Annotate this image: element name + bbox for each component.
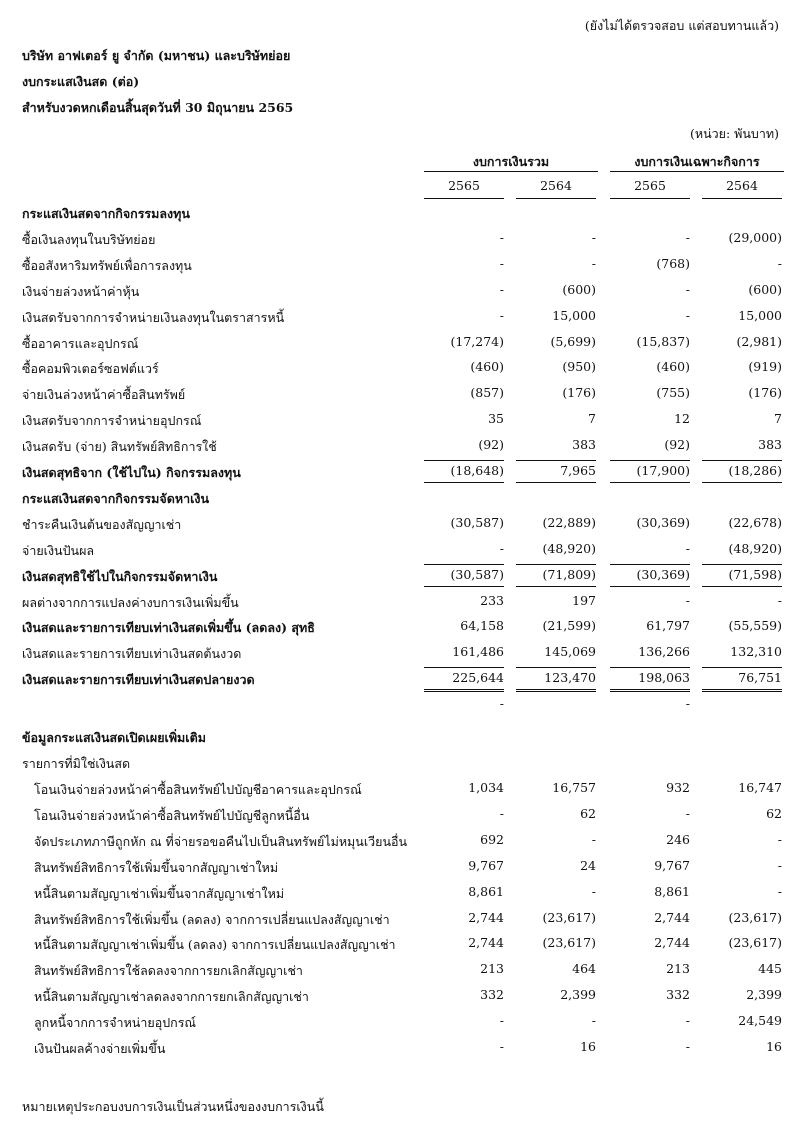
row-label: เงินสดสุทธิจาก (ใช้ไปใน) กิจกรรมลงทุน: [22, 465, 241, 480]
row-label: ลูกหนี้จากการจำหน่ายอุปกรณ์: [34, 1015, 197, 1031]
row-value: 8,861: [654, 883, 690, 899]
subtotal-underline: [610, 586, 690, 587]
row-value: (30,369): [636, 566, 690, 582]
row-value: 24: [580, 857, 596, 873]
row-value: 198,063: [638, 670, 690, 686]
row-label: สินทรัพย์สิทธิการใช้ลดลงจากการยกเลิกสัญญาเช่า: [34, 963, 303, 979]
review-status-note: (ยังไม่ได้ตรวจสอบ แต่สอบทานแล้ว): [584, 18, 779, 33]
row-value: 16,757: [552, 780, 596, 795]
row-value: -: [591, 255, 596, 271]
row-value: (22,889): [542, 514, 596, 530]
row-value: -: [591, 229, 596, 245]
subtotal-rule: [702, 460, 782, 461]
row-value: -: [777, 857, 782, 873]
row-value: -: [499, 696, 504, 712]
row-value: 15,000: [738, 307, 782, 323]
row-value: 62: [580, 805, 596, 821]
row-value: 464: [572, 961, 596, 977]
row-value: -: [499, 1039, 504, 1054]
row-value: 76,751: [738, 670, 782, 686]
row-label: สินทรัพย์สิทธิการใช้เพิ่มขึ้น (ลดลง) จากการเปลี่ยนแปลงสัญญาเช่า: [34, 911, 390, 927]
year-header: 2565: [634, 178, 666, 193]
row-label: จ่ายเงินปันผล: [22, 542, 95, 558]
year-header: 2564: [540, 178, 572, 193]
row-value: 233: [480, 592, 504, 608]
row-value: -: [685, 229, 690, 245]
row-value: 2,744: [468, 935, 504, 951]
row-value: 445: [758, 961, 782, 977]
row-value: 225,644: [452, 670, 504, 686]
row-label: ซื้ออาคารและอุปกรณ์: [22, 335, 139, 351]
row-value: (92): [478, 437, 504, 453]
row-value: (30,587): [450, 514, 504, 530]
row-value: -: [685, 1039, 690, 1054]
row-value: 332: [480, 987, 504, 1003]
row-value: (71,598): [728, 566, 782, 582]
row-value: -: [685, 592, 690, 608]
row-value: 383: [758, 437, 782, 453]
row-value: (30,587): [450, 566, 504, 582]
row-value: (950): [562, 359, 596, 375]
row-value: (857): [470, 385, 504, 401]
subtotal-rule: [702, 667, 782, 668]
row-label: เงินสดและรายการเทียบเท่าเงินสดเพิ่มขึ้น (ลดลง) สุทธิ: [22, 620, 315, 636]
row-label: โอนเงินจ่ายล่วงหน้าค่าซื้อสินทรัพย์ไปบัญชีอาคารและอุปกรณ์: [34, 782, 362, 797]
row-value: 24,549: [738, 1013, 782, 1029]
row-value: -: [499, 229, 504, 245]
row-value: (600): [748, 281, 782, 297]
row-value: 132,310: [730, 644, 782, 660]
row-value: (15,837): [636, 333, 690, 349]
row-value: (176): [562, 385, 596, 401]
year-header: 2565: [448, 178, 480, 193]
row-value: -: [591, 831, 596, 847]
row-value: (23,617): [542, 909, 596, 925]
row-value: (176): [748, 385, 782, 401]
row-value: 7: [774, 411, 782, 427]
row-value: 123,470: [544, 670, 596, 686]
row-value: (30,369): [636, 514, 690, 530]
row-label: ผลต่างจากการแปลงค่างบการเงินเพิ่มขึ้น: [22, 594, 239, 610]
row-value: -: [685, 805, 690, 821]
row-value: 35: [488, 411, 504, 427]
row-value: 383: [572, 437, 596, 453]
row-value: 2,744: [654, 909, 690, 925]
subtotal-underline: [516, 482, 596, 483]
row-value: 145,069: [544, 644, 596, 660]
row-value: -: [499, 307, 504, 323]
separate-header-rule: [610, 171, 784, 172]
row-value: 246: [666, 831, 690, 847]
row-value: -: [499, 1013, 504, 1029]
row-value: 61,797: [646, 618, 690, 634]
row-value: -: [777, 255, 782, 271]
row-value: (2,981): [736, 333, 782, 349]
row-value: -: [591, 1013, 596, 1029]
supplementary-title: ข้อมูลกระแสเงินสดเปิดเผยเพิ่มเติม: [22, 730, 206, 745]
subtotal-underline: [424, 586, 504, 587]
row-label: เงินปันผลค้างจ่ายเพิ่มขึ้น: [34, 1041, 166, 1056]
subtotal-underline: [610, 482, 690, 483]
row-label: ซื้อคอมพิวเตอร์ซอฟต์แวร์: [22, 361, 159, 377]
row-value: 12: [674, 411, 690, 427]
row-value: (48,920): [728, 540, 782, 556]
row-value: (23,617): [728, 909, 782, 925]
consolidated-header: งบการเงินรวม: [472, 154, 550, 169]
statement-title: งบกระแสเงินสด (ต่อ): [22, 74, 140, 89]
row-value: 9,767: [654, 857, 690, 873]
row-value: (18,286): [728, 463, 782, 478]
row-label: จ่ายเงินล่วงหน้าค่าซื้อสินทรัพย์: [22, 387, 186, 403]
row-value: -: [685, 281, 690, 297]
row-value: -: [685, 540, 690, 556]
subtotal-rule: [424, 460, 504, 461]
row-value: -: [777, 831, 782, 847]
row-value: 8,861: [468, 883, 504, 899]
subtotal-rule: [424, 564, 504, 565]
subtotal-rule: [516, 564, 596, 565]
row-label: กระแสเงินสดจากกิจกรรมจัดหาเงิน: [22, 490, 210, 506]
year-header-rule: [424, 198, 504, 199]
row-value: -: [499, 805, 504, 821]
year-header-rule: [516, 198, 596, 199]
row-value: -: [499, 540, 504, 556]
row-value: (17,274): [450, 333, 504, 349]
row-label: ซื้อเงินลงทุนในบริษัทย่อย: [22, 231, 156, 247]
row-label: หนี้สินตามสัญญาเช่าเพิ่มขึ้นจากสัญญาเช่าใหม่: [34, 885, 285, 901]
row-value: 1,034: [468, 780, 504, 795]
year-header-rule: [610, 198, 690, 199]
year-header: 2564: [726, 178, 758, 193]
row-value: (21,599): [542, 618, 596, 634]
row-value: (71,809): [542, 566, 596, 582]
row-value: (17,900): [636, 463, 690, 478]
row-value: 7: [588, 411, 596, 427]
row-value: 62: [766, 805, 782, 821]
row-value: 9,767: [468, 857, 504, 873]
statement-period: สำหรับงวดหกเดือนสิ้นสุดวันที่ 30 มิถุนายน 2565: [22, 100, 294, 115]
row-label: เงินสดรับ (จ่าย) สินทรัพย์สิทธิการใช้: [22, 439, 217, 455]
row-value: (23,617): [542, 935, 596, 951]
row-label: หนี้สินตามสัญญาเช่าเพิ่มขึ้น (ลดลง) จากการเปลี่ยนแปลงสัญญาเช่า: [34, 937, 396, 953]
unit-note: (หน่วย: พันบาท): [689, 126, 779, 141]
subtotal-rule: [610, 667, 690, 668]
row-value: -: [777, 883, 782, 899]
subtotal-rule: [610, 564, 690, 565]
subtotal-rule: [610, 460, 690, 461]
row-value: (22,678): [728, 514, 782, 530]
separate-header: งบการเงินเฉพาะกิจการ: [634, 154, 760, 169]
row-label: กระแสเงินสดจากกิจกรรมลงทุน: [22, 206, 190, 221]
row-value: (460): [656, 359, 690, 375]
company-name: บริษัท อาฟเตอร์ ยู จำกัด (มหาชน) และบริษัทย่อย: [22, 48, 291, 63]
row-label: เงินจ่ายล่วงหน้าค่าหุ้น: [22, 283, 140, 299]
row-value: (29,000): [728, 229, 782, 245]
row-value: 2,399: [746, 987, 782, 1003]
row-label: จัดประเภทภาษีถูกหัก ณ ที่จ่ายรอขอคืนไปเป็นสินทรัพย์ไม่หมุนเวียนอื่น: [34, 833, 408, 849]
row-value: 161,486: [452, 644, 504, 660]
row-label: เงินสดและรายการเทียบเท่าเงินสดปลายงวด: [22, 672, 255, 688]
row-label: เงินสดรับจากการจำหน่ายเงินลงทุนในตราสารหนี้: [22, 309, 285, 325]
row-label: เงินสดสุทธิใช้ไปในกิจกรรมจัดหาเงิน: [22, 568, 218, 584]
row-label: หนี้สินตามสัญญาเช่าลดลงจากการยกเลิกสัญญาเช่า: [34, 989, 309, 1005]
row-value: -: [777, 592, 782, 608]
row-label: โอนเงินจ่ายล่วงหน้าค่าซื้อสินทรัพย์ไปบัญชีลูกหนี้อื่น: [34, 807, 310, 823]
row-value: -: [499, 281, 504, 297]
row-label: ซื้ออสังหาริมทรัพย์เพื่อการลงทุน: [22, 257, 192, 273]
row-value: 197: [572, 592, 596, 608]
row-value: (600): [562, 281, 596, 297]
row-value: 16: [766, 1039, 782, 1054]
grand-total-double-rule: [610, 689, 690, 692]
row-label: เงินสดรับจากการจำหน่ายอุปกรณ์: [22, 413, 202, 429]
row-value: 136,266: [638, 644, 690, 660]
row-value: -: [499, 255, 504, 271]
row-value: (92): [664, 437, 690, 453]
row-value: 64,158: [460, 618, 504, 634]
row-value: (768): [656, 255, 690, 271]
subtotal-underline: [702, 482, 782, 483]
grand-total-double-rule: [516, 689, 596, 692]
row-value: (23,617): [728, 935, 782, 951]
row-value: 7,965: [560, 463, 596, 478]
subtotal-rule: [424, 667, 504, 668]
subtotal-rule: [516, 460, 596, 461]
supplementary-subtitle: รายการที่มิใช่เงินสด: [22, 756, 131, 771]
row-value: 15,000: [552, 307, 596, 323]
row-value: (460): [470, 359, 504, 375]
row-label: เงินสดและรายการเทียบเท่าเงินสดต้นงวด: [22, 646, 242, 662]
row-value: 2,399: [560, 987, 596, 1003]
row-value: -: [591, 883, 596, 899]
row-value: 213: [480, 961, 504, 977]
row-label: ชำระคืนเงินต้นของสัญญาเช่า: [22, 516, 182, 532]
subtotal-underline: [516, 586, 596, 587]
row-value: (5,699): [550, 333, 596, 349]
subtotal-rule: [516, 667, 596, 668]
footer-note: หมายเหตุประกอบงบการเงินเป็นส่วนหนึ่งของงบการเงินนี้: [22, 1099, 324, 1114]
row-value: 16,747: [738, 780, 782, 795]
row-value: 332: [666, 987, 690, 1003]
subtotal-underline: [424, 482, 504, 483]
grand-total-double-rule: [702, 689, 782, 692]
row-value: 2,744: [654, 935, 690, 951]
row-label: สินทรัพย์สิทธิการใช้เพิ่มขึ้นจากสัญญาเช่าใหม่: [34, 859, 279, 875]
row-value: -: [685, 1013, 690, 1029]
row-value: (55,559): [728, 618, 782, 634]
row-value: 932: [666, 780, 690, 795]
subtotal-underline: [702, 586, 782, 587]
row-value: 2,744: [468, 909, 504, 925]
row-value: 16: [580, 1039, 596, 1054]
row-value: (755): [656, 385, 690, 401]
row-value: (919): [748, 359, 782, 375]
row-value: 692: [480, 831, 504, 847]
subtotal-rule: [702, 564, 782, 565]
year-header-rule: [702, 198, 782, 199]
grand-total-double-rule: [424, 689, 504, 692]
row-value: -: [685, 307, 690, 323]
row-value: (48,920): [542, 540, 596, 556]
consolidated-header-rule: [424, 171, 598, 172]
row-value: -: [685, 696, 690, 712]
row-value: 213: [666, 961, 690, 977]
row-value: (18,648): [450, 463, 504, 478]
